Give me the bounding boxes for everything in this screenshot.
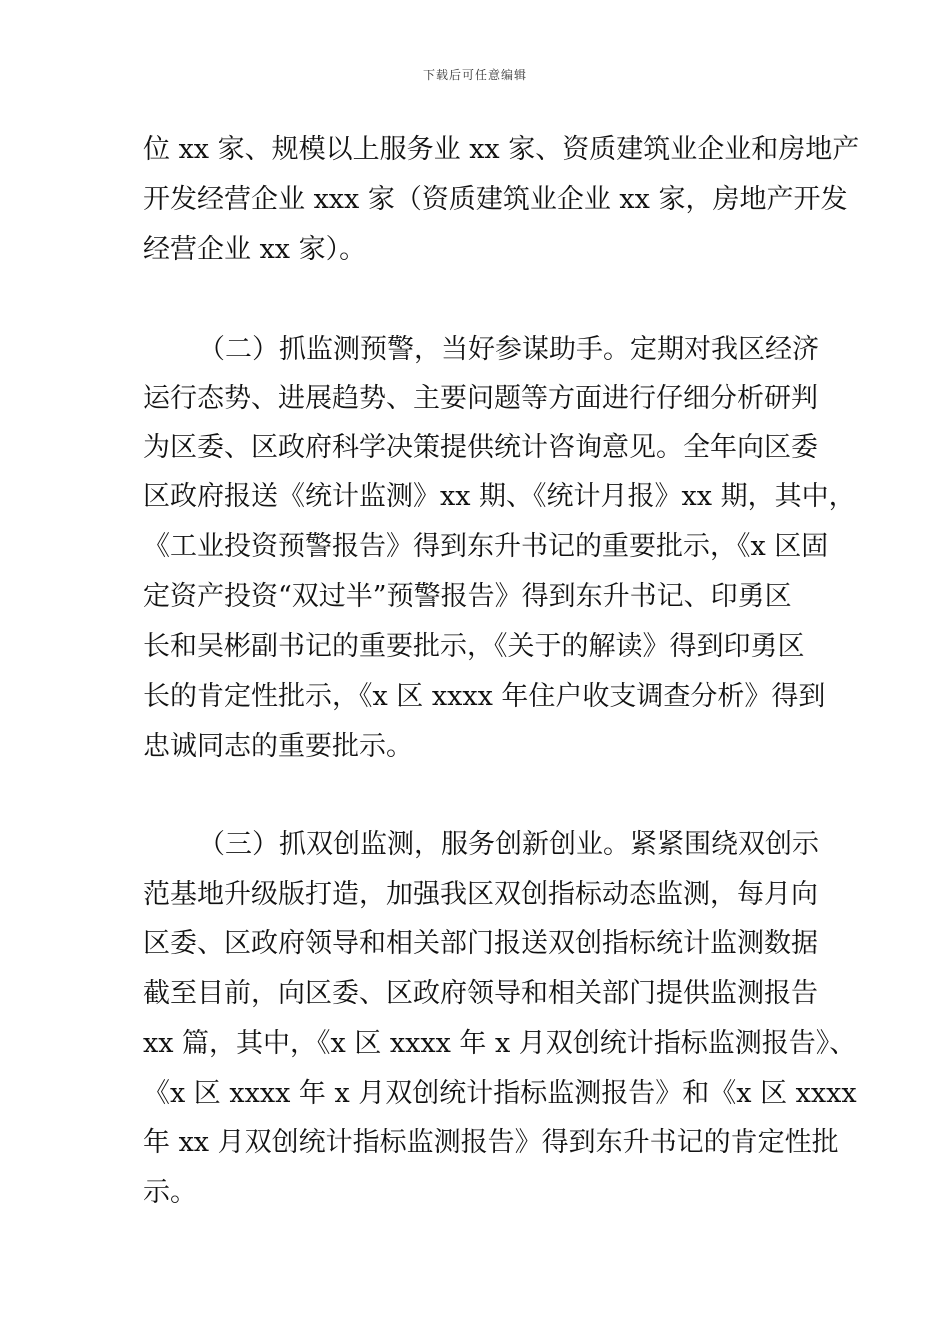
paragraph-2-line-1: （二）抓监测预警，当好参谋助手。定期对我区经济	[198, 334, 819, 365]
paragraph-3-line-4: 截至目前，向区委、区政府领导和相关部门提供监测报告	[143, 978, 818, 1009]
paragraph-3-line-2: 范基地升级版打造，加强我区双创指标动态监测，每月向	[143, 879, 818, 910]
paragraph-2-line-5: 《工业投资预警报告》得到东升书记的重要批示，《x 区固	[143, 531, 829, 562]
paragraph-2-line-7: 长和吴彬副书记的重要批示，《关于的解读》得到印勇区	[143, 631, 805, 662]
paragraph-3-line-6: 《x 区 xxxx 年 x 月双创统计指标监测报告》和《x 区 xxxx	[143, 1078, 857, 1109]
header-note: 下载后可任意编辑	[422, 68, 527, 82]
paragraph-3-line-7: 年 xx 月双创统计指标监测报告》得到东升书记的肯定性批	[143, 1127, 839, 1158]
paragraph-3-line-8: 示。	[143, 1177, 197, 1208]
paragraph-2-line-4: 区政府报送《统计监测》xx 期、《统计月报》xx 期，其中，	[143, 481, 856, 512]
paragraph-3-line-5: xx 篇，其中，《x 区 xxxx 年 x 月双创统计指标监测报告》、	[143, 1028, 857, 1059]
paragraph-3-line-3: 区委、区政府领导和相关部门报送双创指标统计监测数据	[143, 928, 818, 959]
paragraph-2-line-6: 定资产投资“双过半”预警报告》得到东升书记、印勇区	[143, 581, 792, 612]
paragraph-2-line-3: 为区委、区政府科学决策提供统计咨询意见。全年向区委	[143, 432, 818, 463]
paragraph-1-line-3: 经营企业 xx 家）。	[143, 234, 367, 265]
paragraph-2-line-2: 运行态势、进展趋势、主要问题等方面进行仔细分析研判	[143, 383, 818, 414]
paragraph-3-line-1: （三）抓双创监测，服务创新创业。紧紧围绕双创示	[198, 829, 819, 860]
paragraph-2-line-9: 忠诚同志的重要批示。	[143, 731, 413, 762]
paragraph-1-line-1: 位 xx 家、规模以上服务业 xx 家、资质建筑业企业和房地产	[143, 134, 860, 165]
paragraph-1-line-2: 开发经营企业 xxx 家（资质建筑业企业 xx 家，房地产开发	[143, 184, 848, 215]
paragraph-2-line-8: 长的肯定性批示，《x 区 xxxx 年住户收支调查分析》得到	[143, 681, 826, 712]
